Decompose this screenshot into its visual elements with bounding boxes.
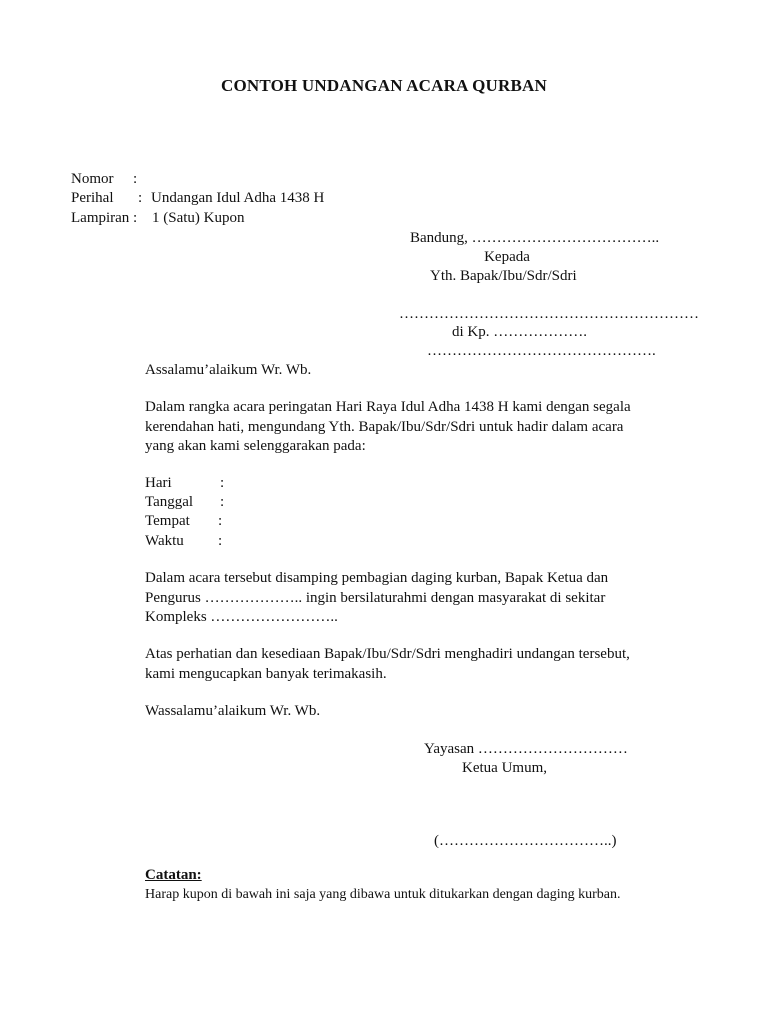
thanks-line: kami mengucapkan banyak terimakasih. xyxy=(145,665,387,682)
recipient-kp: di Kp. ………………. xyxy=(452,324,587,340)
intro-line: Dalam rangka acara peringatan Hari Raya Idul Adha 1438 H kami dengan segala xyxy=(145,399,631,415)
event-line: Dalam acara tersebut disamping pembagian daging kurban, Bapak Ketua dan xyxy=(145,570,609,586)
schedule-hari-colon: : xyxy=(220,475,225,491)
perihal-colon: : xyxy=(138,190,143,206)
schedule-tanggal-label: Tanggal xyxy=(145,494,194,510)
thanks-paragraph xyxy=(145,645,665,684)
intro-line: yang akan kami selenggarakan pada: xyxy=(145,438,366,454)
kepada-label: Kepada xyxy=(484,249,530,265)
perihal-label: Perihal xyxy=(71,190,114,206)
note-title: Catatan: xyxy=(145,867,202,883)
event-line: Pengurus ……………….. ingin bersilaturahmi dengan masyarakat di sekitar xyxy=(145,589,606,606)
recipient-address-blank: ………………………………………. xyxy=(427,343,656,359)
greeting: Assalamu’alaikum Wr. Wb. xyxy=(145,362,312,378)
signature-name-blank: (……………………………..) xyxy=(434,833,617,849)
document-title: CONTOH UNDANGAN ACARA QURBAN xyxy=(221,76,547,95)
thanks-line: Atas perhatian dan kesediaan Bapak/Ibu/Sdr/Sdri menghadiri undangan tersebut, xyxy=(145,646,630,662)
event-paragraph xyxy=(145,569,665,628)
nomor-label: Nomor xyxy=(71,171,114,187)
place-date: Bandung, ……………………………….. xyxy=(410,230,660,246)
schedule-waktu-label: Waktu xyxy=(145,533,184,549)
signature-foundation: Yayasan ………………………… xyxy=(424,741,628,757)
schedule-tanggal-colon: : xyxy=(220,494,225,510)
recipient-title: Yth. Bapak/Ibu/Sdr/Sdri xyxy=(430,268,577,284)
nomor-colon: : xyxy=(133,171,138,187)
closing-greeting: Wassalamu’alaikum Wr. Wb. xyxy=(145,703,321,719)
lampiran-label: Lampiran : xyxy=(71,210,138,226)
perihal-value: Undangan Idul Adha 1438 H xyxy=(151,190,325,206)
intro-line: kerendahan hati, mengundang Yth. Bapak/Ibu/Sdr/Sdri untuk hadir dalam acara xyxy=(145,418,624,435)
recipient-name-blank: …………………………………………………… xyxy=(399,306,699,322)
schedule-waktu-colon: : xyxy=(218,533,223,549)
event-line: Kompleks …………………….. xyxy=(145,609,338,625)
signature-role: Ketua Umum, xyxy=(462,760,547,776)
note-text: Harap kupon di bawah ini saja yang dibawa untuk ditukarkan dengan daging kurban. xyxy=(145,887,621,902)
schedule-hari-label: Hari xyxy=(145,475,172,491)
schedule-tempat-label: Tempat xyxy=(145,513,190,529)
intro-paragraph xyxy=(145,398,665,457)
schedule-tempat-colon: : xyxy=(218,513,223,529)
lampiran-value: 1 (Satu) Kupon xyxy=(152,210,245,226)
